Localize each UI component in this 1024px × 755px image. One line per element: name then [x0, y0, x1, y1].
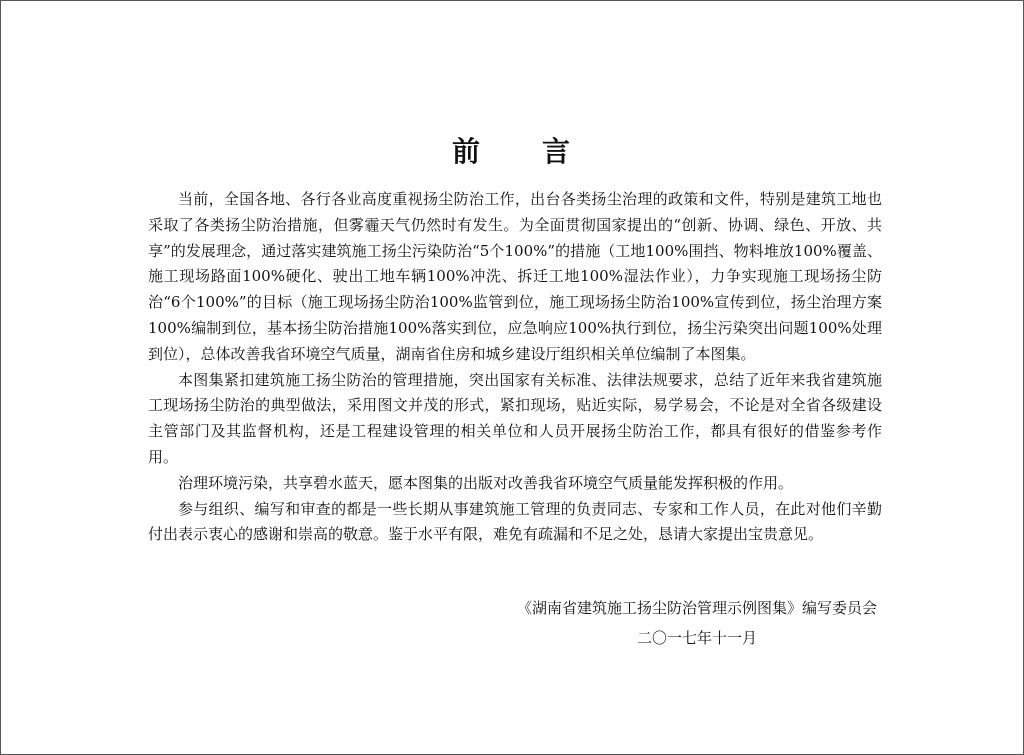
page-title: 前 言: [451, 135, 572, 168]
paragraph-1: 当前，全国各地、各行各业高度重视扬尘防治工作，出台各类扬尘治理的政策和文件，特别是建筑工地也采取了各类扬尘防治措施，但雾霾天气仍然时有发生。为全面贯彻国家提出的“创新、协调、绿色、开放、共享”的发展理念，通过落实建筑施工扬尘污染防治“5个100%”的措施（工地100%围挡、物料堆放100%覆盖、施工现场路面100%硬化、驶出工地车辆100%冲洗、拆迁工地100%湿法作业），力争实现施工现场扬尘防治“6个100%”的目标（施工现场扬尘防治100%监管到位，施工现场扬尘防治100%宣传到位，扬尘治理方案100%编制到位，基本扬尘防治措施100%落实到位，应急响应100%执行到位，扬尘污染突出问题100%处理到位），总体改善我省环境空气质量，湖南省住房和城乡建设厅组织相关单位编制了本图集。: [148, 190, 882, 363]
signature: 《湖南省建筑施工扬尘防治管理示例图集》编写委员会: [516, 599, 877, 617]
preface-body: [148, 187, 882, 548]
paragraph-4: 参与组织、编写和审查的都是一些长期从事建筑施工管理的负责同志、专家和工作人员，在此对他们辛勤付出表示衷心的感谢和崇高的敬意。鉴于水平有限，难免有疏漏和不足之处，恳请大家提出宝贵意见。: [148, 499, 882, 544]
paragraph-2: 本图集紧扣建筑施工扬尘防治的管理措施，突出国家有关标准、法律法规要求，总结了近年来我省建筑施工现场扬尘防治的典型做法，采用图文并茂的形式，紧扣现场，贴近实际，易学易会，不论是对全省各级建设主管部门及其监督机构，还是工程建设管理的相关单位和人员开展扬尘防治工作，都具有很好的借鉴参考作用。: [148, 370, 882, 466]
date: 二〇一七年十一月: [637, 629, 758, 647]
paragraph-3: 治理环境污染，共享碧水蓝天，愿本图集的出版对改善我省环境空气质量能发挥积极的作用。: [178, 473, 794, 492]
